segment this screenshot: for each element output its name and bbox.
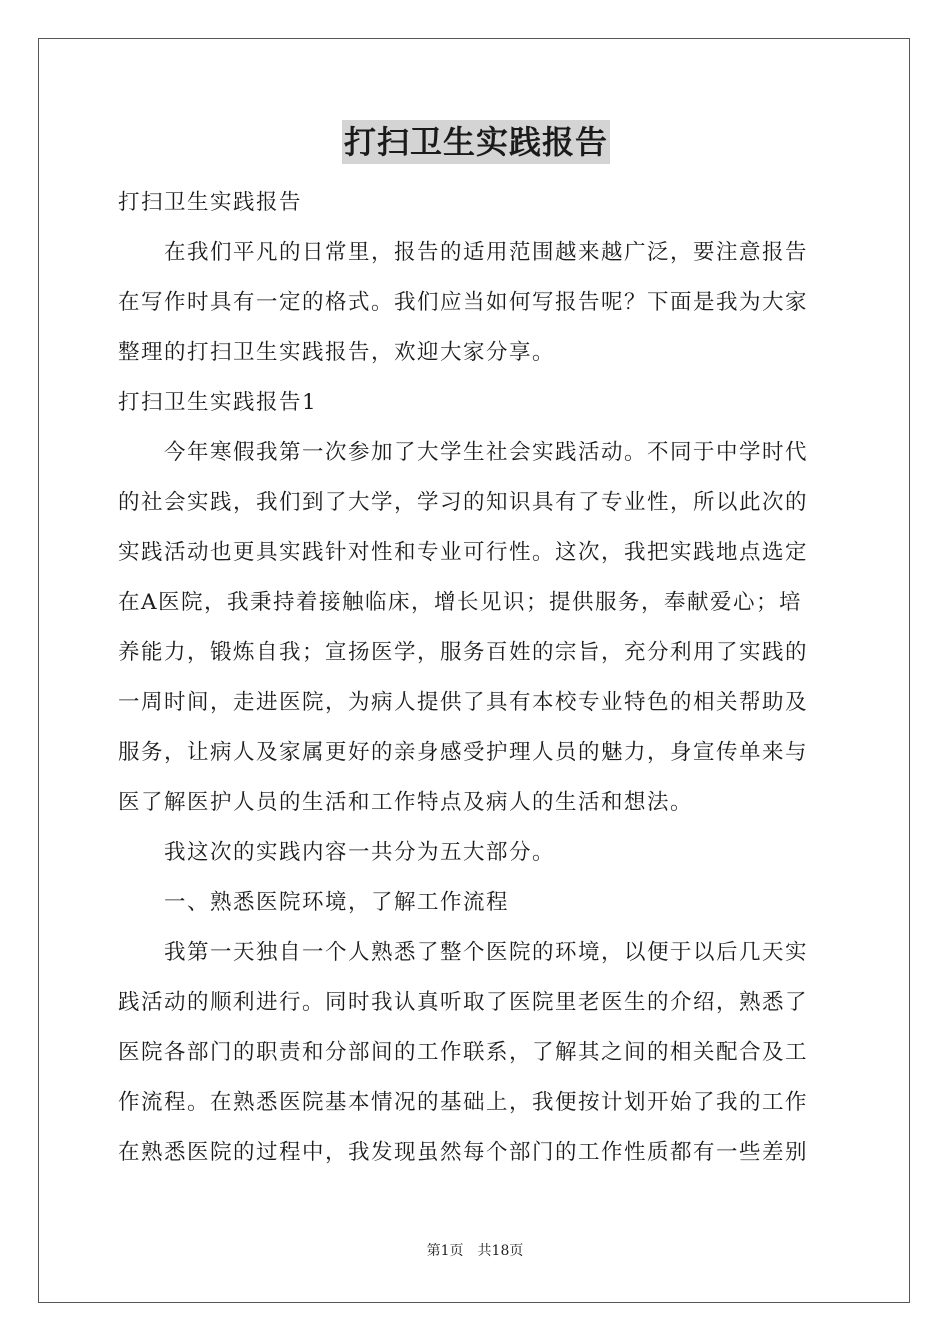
title-container [118,120,834,172]
text-line: 在熟悉医院的过程中，我发现虽然每个部门的工作性质都有一些差别 [118,1140,809,1165]
text-line: 在我们平凡的日常里，报告的适用范围越来越广泛，要注意报告 [164,240,809,265]
page-number: 第1页 [426,1243,464,1259]
text-line: 一周时间，走进医院，为病人提供了具有本校专业特色的相关帮助及 [118,690,809,715]
text-line: 今年寒假我第一次参加了大学生社会实践活动。不同于中学时代 [164,440,809,465]
page-total: 共18页 [477,1243,524,1259]
text-line: 在写作时具有一定的格式。我们应当如何写报告呢？下面是我为大家 [118,290,809,315]
text-line: 我这次的实践内容一共分为五大部分。 [164,840,556,865]
document-title: 打扫卫生实践报告 [342,120,610,164]
text-line: 打扫卫生实践报告1 [118,390,318,415]
text-line: 医了解医护人员的生活和工作特点及病人的生活和想法。 [118,790,694,815]
text-line: 践活动的顺利进行。同时我认真听取了医院里老医生的介绍，熟悉了 [118,990,809,1015]
text-line: 医院各部门的职责和分部间的工作联系，了解其之间的相关配合及工 [118,1040,809,1065]
text-line: 我第一天独自一个人熟悉了整个医院的环境，以便于以后几天实 [164,940,809,965]
text-line: 服务，让病人及家属更好的亲身感受护理人员的魅力，身宣传单来与 [118,740,809,765]
page-footer [0,1240,950,1260]
text-line: 作流程。在熟悉医院基本情况的基础上，我便按计划开始了我的工作 [118,1090,809,1115]
text-line: 实践活动也更具实践针对性和专业可行性。这次，我把实践地点选定 [118,540,809,565]
text-line: 养能力，锻炼自我；宣扬医学，服务百姓的宗旨，充分利用了实践的 [118,640,809,665]
document-body [118,120,834,1178]
section-heading: 一、熟悉医院环境，了解工作流程 [164,890,510,915]
text-line: 的社会实践，我们到了大学，学习的知识具有了专业性，所以此次的 [118,490,809,515]
text-line: 在A医院，我秉持着接触临床，增长见识；提供服务，奉献爱心；培 [118,590,803,615]
text-line: 整理的打扫卫生实践报告，欢迎大家分享。 [118,340,556,365]
text-line: 打扫卫生实践报告 [118,190,303,215]
